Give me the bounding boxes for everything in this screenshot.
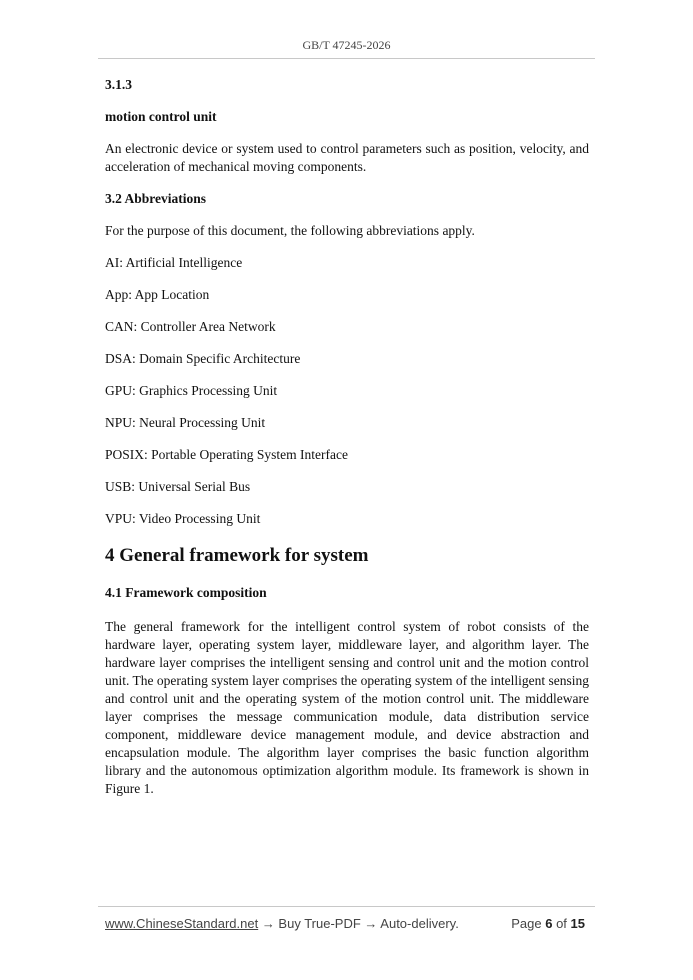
chapter-heading: 4 General framework for system	[105, 545, 369, 566]
page-indicator	[511, 916, 585, 931]
footer-promo	[105, 916, 459, 931]
page-label: Page	[511, 916, 542, 931]
document-body	[105, 76, 589, 798]
abbreviation-item: AI: Artificial Intelligence	[105, 255, 243, 270]
footer-tagline: → Buy True-PDF → Auto-delivery.	[258, 916, 459, 931]
abbreviation-item: App: App Location	[105, 287, 210, 302]
clause-number: 3.1.3	[105, 77, 132, 92]
term-title: motion control unit	[105, 109, 217, 124]
page-header	[0, 38, 693, 53]
abbreviation-item: DSA: Domain Specific Architecture	[105, 351, 301, 366]
abbreviation-item: NPU: Neural Processing Unit	[105, 415, 266, 430]
term-definition: An electronic device or system used to control parameters such as position, velocity, and acceleration of mechanical moving components.	[105, 141, 589, 174]
page-of-label: of	[556, 916, 567, 931]
abbreviation-item: VPU: Video Processing Unit	[105, 511, 261, 526]
section-heading: 4.1 Framework composition	[105, 585, 267, 600]
abbreviation-item: GPU: Graphics Processing Unit	[105, 383, 278, 398]
website-link[interactable]: www.ChineseStandard.net	[105, 916, 259, 931]
abbreviations-list	[105, 254, 589, 528]
standard-code: GB/T 47245-2026	[302, 38, 391, 52]
framework-paragraph: The general framework for the intelligent control system of robot consists of the hardware layer, operating system layer, middleware layer, and algorithm layer. The hardware layer comprises the intelligent sensing and control unit and the motion control unit. The operating system layer comprises the operating system of the intelligent sensing and control unit and the operating system of the motion control unit. The middleware layer comprises the message communication module, data distribution service component, middleware device management module, and device abstraction and encapsulation module. The algorithm layer comprises the basic function algorithm library and the autonomous optimization algorithm module. Its framework is shown in Figure 1.	[105, 619, 589, 796]
abbreviation-item: POSIX: Portable Operating System Interface	[105, 447, 348, 462]
header-divider	[98, 58, 595, 59]
abbreviations-heading: 3.2 Abbreviations	[105, 191, 207, 206]
abbreviation-item: USB: Universal Serial Bus	[105, 479, 251, 494]
page-total: 15	[570, 916, 585, 931]
page-current: 6	[545, 916, 553, 931]
abbreviation-item: CAN: Controller Area Network	[105, 319, 276, 334]
footer-divider	[98, 906, 595, 907]
abbreviations-intro: For the purpose of this document, the following abbreviations apply.	[105, 223, 475, 238]
